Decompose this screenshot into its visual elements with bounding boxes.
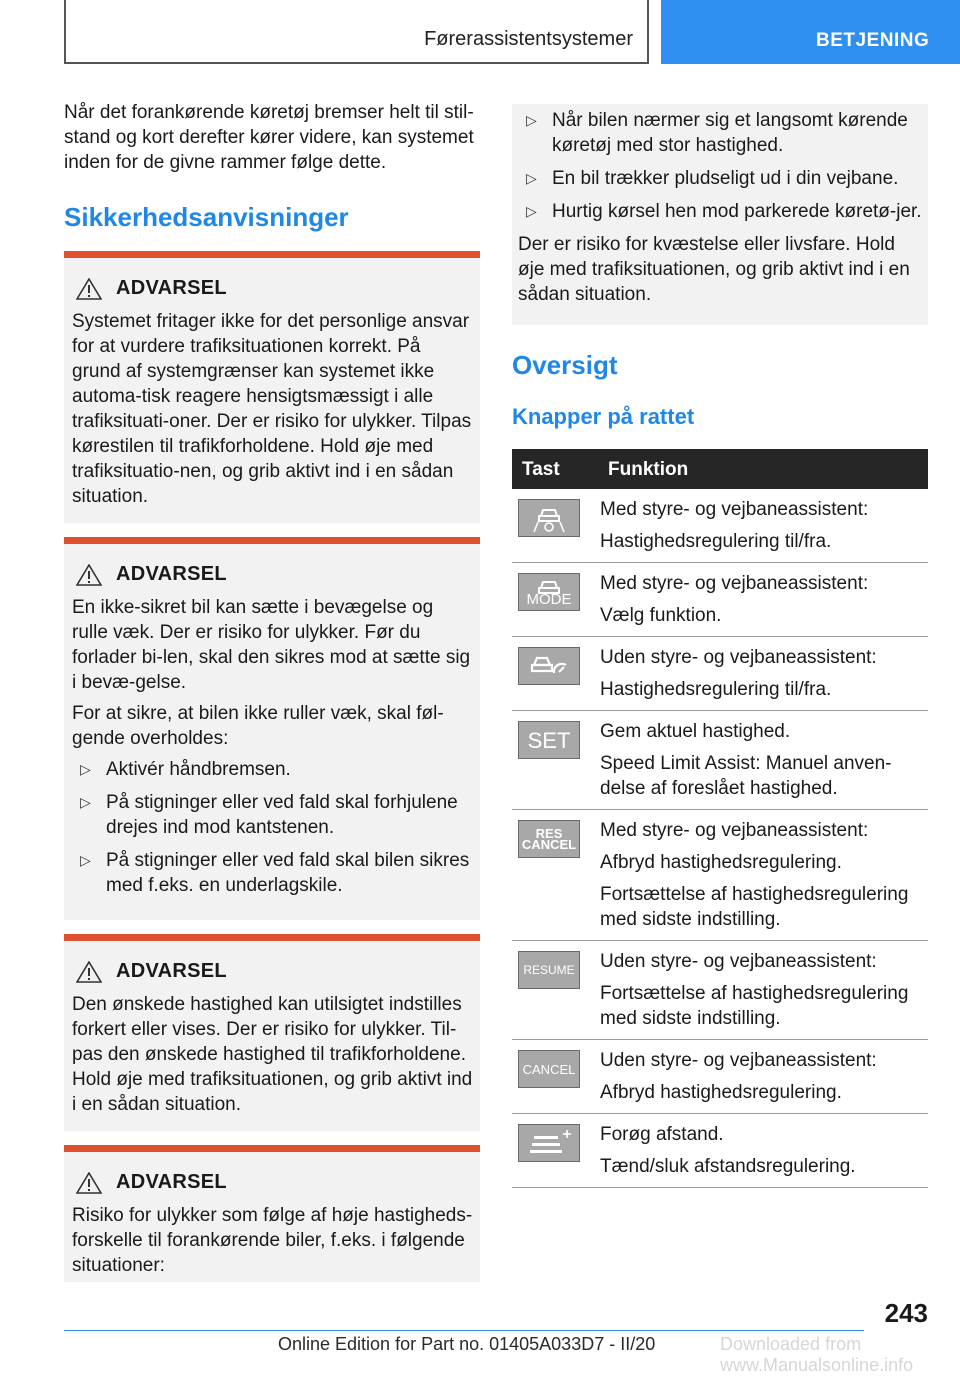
column-header-function: Funktion [592,449,928,489]
list-item: ▷ Når bilen nærmer sig et langsomt kørende køretøj med stor hastighed. [518,108,922,158]
function-line: Vælg funktion. [600,605,722,626]
function-line: Hastighedsregulering til/fra. [600,679,832,700]
warning-text: Den ønskede hastighed kan utilsigtet indstilles forkert eller vises. Der er risiko for ulykker. Til-pas den ønskede hastighed til trafikforholdene. Hold øje med trafiksituationen, og grib aktivt ind i en sådan situation. [72,994,473,1115]
mode-button-icon [518,573,580,611]
function-line: Med styre- og vejbaneassistent: [600,499,869,520]
table-row [512,1114,928,1188]
key-label: MODE [526,590,572,608]
warning-triangle-icon [76,961,102,983]
function-line: Afbryd hastighedsregulering. [600,1082,842,1103]
res-cancel-button-icon: RES CANCEL [518,820,580,858]
function-line: Afbryd hastighedsregulering. [600,852,842,873]
risk-text: Der er risiko for kvæstelse eller livsfare. Hold øje med trafiksituationen, og grib aktivt ind i en sådan situation. [518,234,910,305]
function-line: Med styre- og vejbaneassistent: [600,820,869,841]
situation-list [518,108,922,224]
function-line: Tænd/sluk afstandsregulering. [600,1156,856,1177]
function-line: Gem aktuel hastighed. [600,721,791,742]
set-button-icon: SET [518,721,580,759]
function-line: Uden styre- og vejbaneassistent: [600,647,877,668]
warning-title: ADVARSEL [116,960,227,982]
footer-divider [64,1330,864,1331]
table-row [512,563,928,637]
overview-heading: Oversigt [512,350,618,380]
table-row [512,941,928,1040]
list-item: ▷ En bil trækker pludseligt ud i din vejbane. [518,166,922,191]
warning-text: En ikke-sikret bil kan sætte i bevægelse og rulle væk. Der er risiko for ulykker. Før du forlader bi-len, skal den sikres mod at sætte sig i bevæ-gelse. [72,597,471,693]
cruise-control-icon [518,647,580,685]
safety-heading: Sikkerhedsanvisninger [64,202,349,232]
cancel-button-icon: CANCEL [518,1050,580,1088]
left-column [64,100,480,1282]
warning-box-3 [64,934,480,1131]
table-row [512,489,928,563]
function-line: Fortsættelse af hastighedsregulering med sidste indstilling. [600,983,909,1029]
list-item: ▷ Hurtig kørsel hen mod parkerede køretø-jer. [518,199,922,224]
warning-title: ADVARSEL [116,563,227,585]
speed-control-car-icon [518,499,580,537]
table-row [512,637,928,711]
warning-continuation-box [512,104,928,325]
buttons-table [512,449,928,1188]
header-chapter [661,0,960,64]
warning-title: ADVARSEL [116,1171,227,1193]
header-section-title: Førerassistentsystemer [424,28,633,50]
function-line: Uden styre- og vejbaneassistent: [600,951,877,972]
table-row [512,810,928,941]
warning-text-2: For at sikre, at bilen ikke ruller væk, skal føl-gende overholdes: [72,703,444,749]
warning-box-2 [64,537,480,920]
distance-plus-icon [518,1124,580,1162]
footer-edition: Online Edition for Part no. 01405A033D7 - II/20 [278,1334,656,1354]
steering-buttons-heading: Knapper på rattet [512,404,695,429]
header-section [64,0,649,64]
right-column [512,100,928,1188]
footer-watermark: Downloaded from www.Manualsonline.info [720,1334,914,1375]
warning-list [72,757,474,898]
warning-box-4 [64,1145,480,1282]
intro-paragraph: Når det forankørende køretøj bremser helt til stil-stand og kort derefter kører videre, kan systemet inden for de givne rammer følge dette. [64,102,474,173]
warning-title: ADVARSEL [116,277,227,299]
header-chapter-title: BETJENING [816,30,930,51]
warning-text: Systemet fritager ikke for det personlige ansvar for at vurdere trafiksituationen korrekt. På grund af systemgrænser kan systemet ikke automa-tisk reagere hensigtsmæssigt i alle trafiksituati-oner. Der er risiko for ulykker. Tilpas kørestilen til trafikforholdene. Hold øje med trafiksituatio-nen, og grib aktivt ind i en sådan situation. [72,311,472,507]
function-line: Fortsættelse af hastighedsregulering med sidste indstilling. [600,884,909,930]
resume-button-icon: RESUME [518,951,580,989]
function-line: Med styre- og vejbaneassistent: [600,573,869,594]
warning-triangle-icon [76,1172,102,1194]
warning-triangle-icon [76,564,102,586]
table-row [512,1040,928,1114]
list-item: ▷ På stigninger eller ved fald skal bilen sikres med f.eks. en underlagskile. [72,848,474,898]
table-row [512,711,928,810]
warning-box-1 [64,251,480,523]
function-line: Forøg afstand. [600,1124,724,1145]
warning-text: Risiko for ulykker som følge af høje hastigheds-forskelle til forankørende biler, f.eks. i følgende situationer: [72,1205,473,1276]
warning-triangle-icon [76,278,102,300]
function-line: Uden styre- og vejbaneassistent: [600,1050,877,1071]
page-number: 243 [884,1298,928,1328]
function-line: Speed Limit Assist: Manuel anven-delse af foreslået hastighed. [600,753,892,799]
column-header-key: Tast [512,449,592,489]
list-item: ▷ Aktivér håndbremsen. [72,757,474,782]
function-line: Hastighedsregulering til/fra. [600,531,832,552]
list-item: ▷ På stigninger eller ved fald skal forhjulene drejes ind mod kantstenen. [72,790,474,840]
